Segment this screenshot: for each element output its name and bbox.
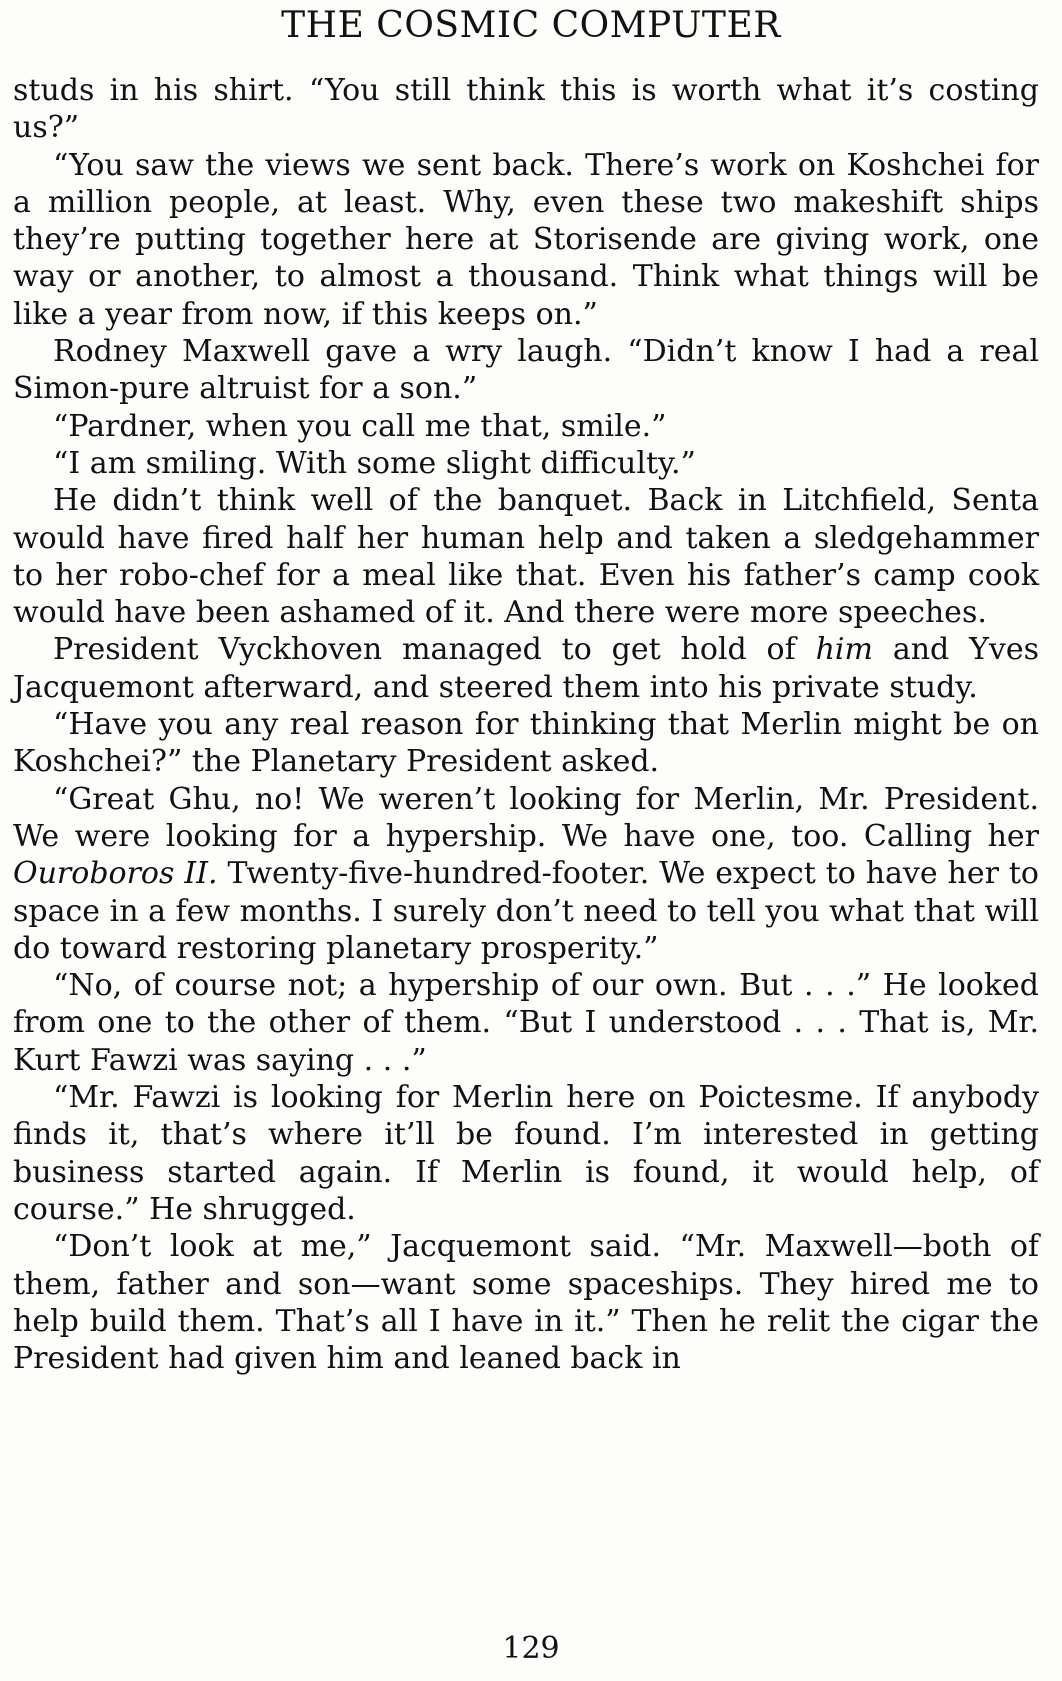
paragraph-text: and Yves Jacquemont afterward, and steered them into his private study. bbox=[13, 632, 1040, 705]
paragraph-text: He didn’t think well of the banquet. Back in Litchfield, Senta would have fired half her human help and taken a sledgehammer to her robo-chef for a meal like that. Even his father’s camp cook would have been ashamed of it. And there were more speeches. bbox=[13, 483, 1039, 631]
body-text bbox=[13, 72, 1039, 1377]
paragraph-text: “Great Ghu, no! We weren’t looking for Merlin, Mr. President. We were looking for a hypership. We have one, too. Calling her bbox=[13, 781, 1039, 854]
paragraph bbox=[13, 706, 1039, 781]
paragraph bbox=[13, 631, 1039, 706]
italic-text: him bbox=[815, 632, 873, 668]
paragraph bbox=[13, 482, 1039, 631]
italic-text: Ouroboros II. bbox=[13, 856, 218, 892]
paragraph-text: “Don’t look at me,” Jacquemont said. “Mr. Maxwell—both of them, father and son—want some spaceships. They hired me to help build them. That’s all I have in it.” Then he relit the cigar the President had given him and leaned back in bbox=[13, 1229, 1039, 1377]
page-number: 129 bbox=[502, 1631, 560, 1666]
paragraph-text: “Pardner, when you call me that, smile.” bbox=[53, 408, 667, 444]
paragraph-text: “I am smiling. With some slight difficulty.” bbox=[53, 445, 696, 481]
paragraph bbox=[13, 967, 1039, 1079]
paragraph-text: “Have you any real reason for thinking that Merlin might be on Koshchei?” the Planetary President asked. bbox=[13, 707, 1039, 780]
paragraph bbox=[13, 1228, 1039, 1377]
paragraph-text: “You saw the views we sent back. There’s work on Koshchei for a million people, at least. Why, even these two makeshift ships they’re putting together here at Storisende are giving work, one way or another, to almost a thousand. Think what things will be like a year from now, if this keeps on.” bbox=[13, 147, 1039, 332]
paragraph-text: Rodney Maxwell gave a wry laugh. “Didn’t know I had a real Simon-pure altruist for a son.” bbox=[13, 334, 1039, 407]
paragraph bbox=[13, 445, 1039, 482]
running-head: THE COSMIC COMPUTER bbox=[281, 5, 781, 46]
paragraph-text: Twenty-five-hundred-footer. We expect to have her to space in a few months. I surely don’t need to tell you what that will do toward restoring planetary prosperity.” bbox=[13, 856, 1039, 966]
paragraph bbox=[13, 72, 1039, 147]
paragraph-text: “No, of course not; a hypership of our own. But . . .” He looked from one to the other of them. “But I understood . . . That is, Mr. Kurt Fawzi was saying . . .” bbox=[13, 968, 1039, 1078]
paragraph bbox=[13, 1079, 1039, 1228]
paragraph-text: studs in his shirt. “You still think this is worth what it’s costing us?” bbox=[13, 73, 1039, 146]
paragraph bbox=[13, 147, 1039, 333]
paragraph-text: “Mr. Fawzi is looking for Merlin here on Poictesme. If anybody finds it, that’s where it’ll be found. I’m interested in getting business started again. If Merlin is found, it would help, of course.” He shrugged. bbox=[13, 1080, 1039, 1227]
paragraph bbox=[13, 408, 1039, 445]
paragraph bbox=[13, 333, 1039, 408]
paragraph bbox=[13, 781, 1039, 967]
paragraph-text: President Vyckhoven managed to get hold of bbox=[53, 632, 816, 668]
